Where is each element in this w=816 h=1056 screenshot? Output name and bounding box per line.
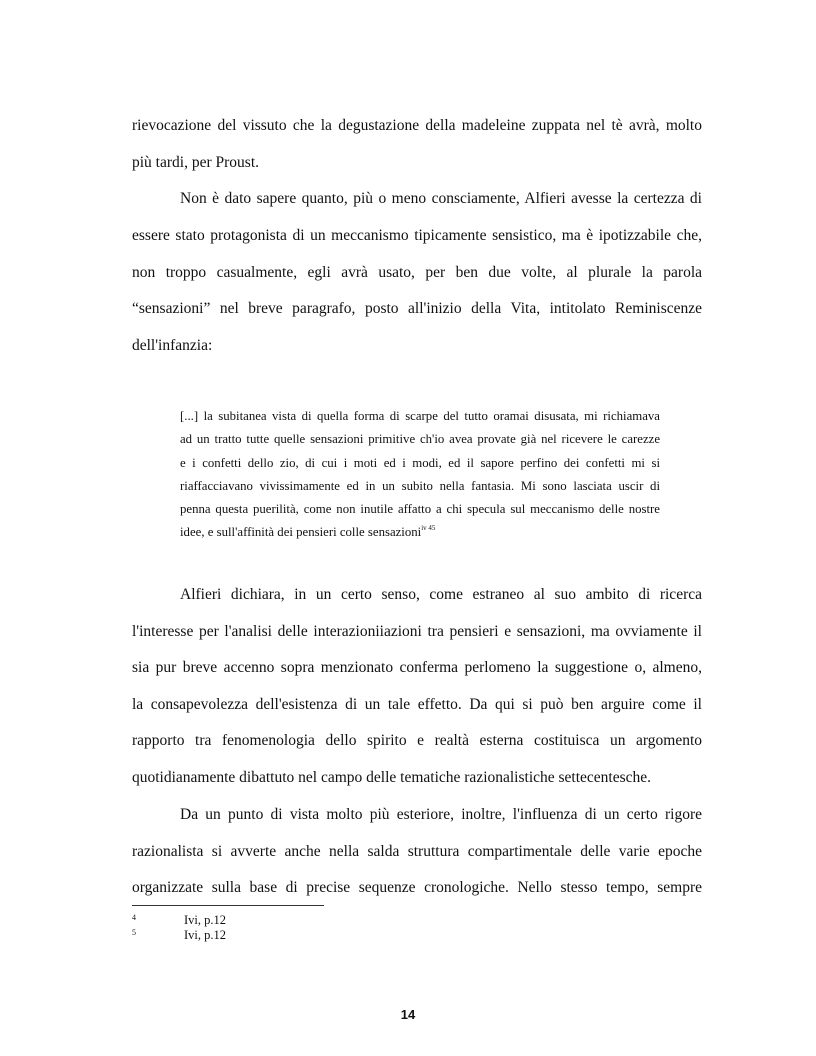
paragraph-3-line-5: rapporto tra fenomenologia dello spirito e realtà esterna costituisca un argomento	[132, 732, 702, 749]
footnote-text: Ivi, p.12	[184, 928, 227, 942]
footnote-4	[132, 911, 226, 927]
paragraph-3-line-2: l'interesse per l'analisi delle interazioniiazioni tra pensieri e sensazioni, ma ovviamente il	[132, 623, 702, 640]
footnote-text: Ivi, p.12	[184, 913, 227, 927]
footnote-5	[132, 926, 226, 942]
paragraph-3-line-1: Alfieri dichiara, in un certo senso, come estraneo al suo ambito di ricerca	[180, 586, 702, 603]
paragraph-2-line-4: “sensazioni” nel breve paragrafo, posto all'inizio della Vita, intitolato Reminiscenze	[132, 300, 702, 317]
quote-line-6-text: idee, e sull'affinità dei pensieri colle sensazioni	[180, 525, 422, 539]
paragraph-2-line-2: essere stato protagonista di un meccanismo tipicamente sensistico, ma è ipotizzabile che,	[132, 227, 702, 244]
paragraph-2-line-3: non troppo casualmente, egli avrà usato, per ben due volte, al plurale la parola	[132, 264, 702, 281]
paragraph-4-line-3: organizzate sulla base di precise sequenze cronologiche. Nello stesso tempo, sempre	[132, 879, 702, 896]
paragraph-2-line-1: Non è dato sapere quanto, più o meno consciamente, Alfieri avesse la certezza di	[180, 190, 702, 207]
footnote-number: 5	[132, 928, 136, 937]
quote-line-3: e i confetti dello zio, di cui i moti ed i modi, ed il sapore perfino dei confetti mi si	[180, 456, 660, 470]
page-number: 14	[400, 1007, 416, 1022]
paragraph-1-line-2: più tardi, per Proust.	[132, 154, 259, 171]
paragraph-3-line-4: la consapevolezza dell'esistenza di un tale effetto. Da qui si può ben arguire come il	[132, 696, 702, 713]
note-reference[interactable]: iv 45	[421, 524, 436, 532]
quote-line-1: [...] la subitanea vista di quella forma di scarpe del tutto oramai disusata, mi richiamava	[180, 409, 660, 423]
paragraph-2-line-5: dell'infanzia:	[132, 337, 213, 354]
quote-line-2: ad un tratto tutte quelle sensazioni primitive ch'io avea provate già nel ricevere le carezze	[180, 432, 660, 446]
paragraph-4-line-2: razionalista si avverte anche nella salda struttura compartimentale delle varie epoche	[132, 843, 702, 860]
footnote-separator	[132, 905, 324, 906]
paragraph-4-line-1: Da un punto di vista molto più esteriore, inoltre, l'influenza di un certo rigore	[180, 806, 702, 823]
quote-line-5: penna questa puerilità, come non inutile affatto a chi specula sul meccanismo delle nostre	[180, 502, 660, 516]
paragraph-3-line-6: quotidianamente dibattuto nel campo delle tematiche razionalistiche settecentesche.	[132, 769, 652, 786]
paragraph-3-line-3: sia pur breve accenno sopra menzionato conferma perlomeno la suggestione o, almeno,	[132, 659, 702, 676]
paragraph-1-line-1: rievocazione del vissuto che la degustazione della madeleine zuppata nel tè avrà, molto	[132, 117, 702, 134]
footnote-number: 4	[132, 913, 136, 922]
quote-line-4: riaffacciavano vivissimamente ed in un subito nella fantasia. Mi sono lasciata uscir di	[180, 479, 660, 493]
quote-line-6	[180, 524, 660, 540]
